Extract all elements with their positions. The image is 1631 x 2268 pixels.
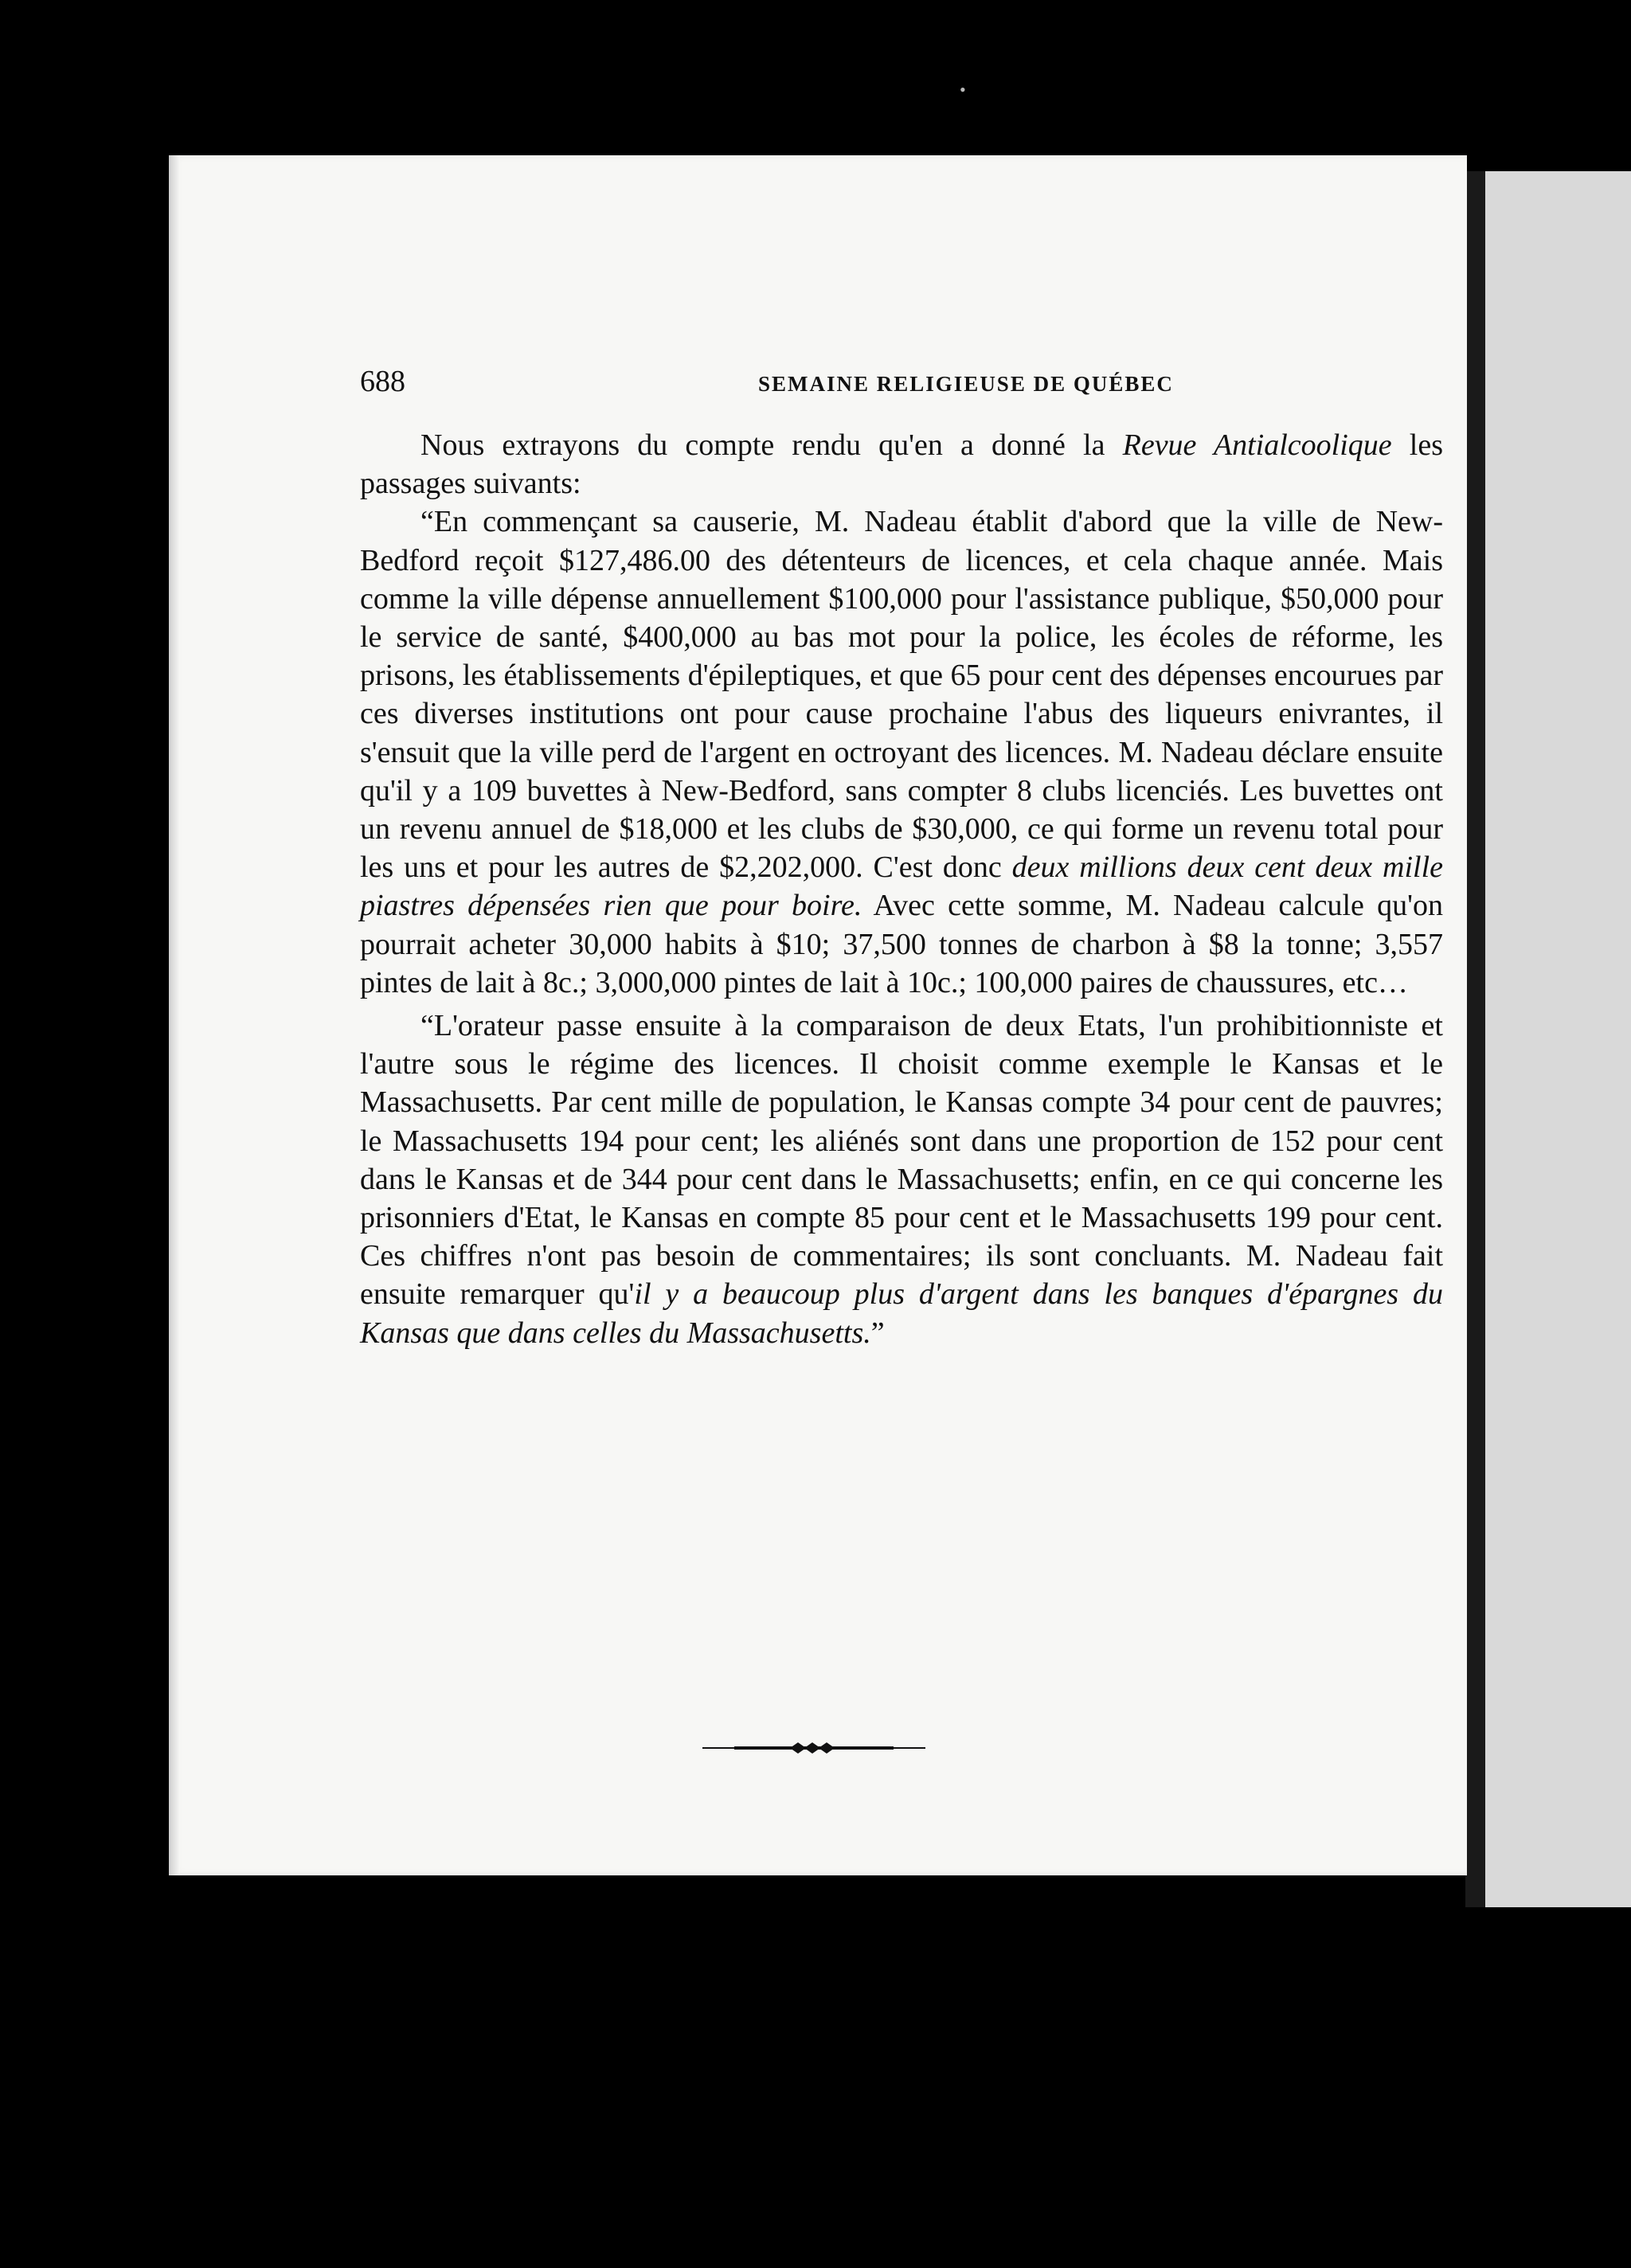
paragraph-quote-2 — [360, 1007, 1443, 1352]
text-run: ” — [870, 1316, 885, 1350]
tailpiece-ornament-icon — [702, 1736, 925, 1760]
book-page — [169, 155, 1467, 1875]
italic-run: Revue Antialcoolique — [1122, 428, 1392, 462]
page-number: 688 — [360, 365, 405, 398]
text-run: Nous extrayons du compte rendu qu'en a donné la — [420, 428, 1123, 462]
paragraph-quote-1 — [360, 502, 1443, 1002]
text-run: Avec cette somme, M. Nadeau calcule qu'on pourrait acheter 30,000 habits à $10; 37,500 tonnes de charbon à $8 la tonne; 3,557 pintes de lait à 8c.; 3,000,000 pintes de lait à 10c.; 100,000 paires de chaussures, etc… — [360, 889, 1443, 999]
italic-run: il y a beaucoup plus d'argent dans les banques d'épargnes du Kansas que dans celles du Massachusetts. — [360, 1277, 1443, 1350]
paragraph-intro — [360, 426, 1443, 502]
text-run: “En commençant sa causerie, M. Nadeau établit d'abord que la ville de New-Bedford reçoit $127,486.00 des détenteurs de licences, et cela chaque année. Mais comme la ville dépense annuellement $100,000 pour l'assistance publique, $50,000 pour le service de santé, $400,000 au bas mot pour la police, les écoles de réforme, les prisons, les établissements d'épileptiques, et que 65 pour cent des dépenses encourues par ces diverses institutions ont pour cause prochaine l'abus des liqueurs enivrantes, il s'ensuit que la ville perd de l'argent en octroyant des licences. M. Nadeau déclare ensuite qu'il y a 109 buvettes à New-Bedford, sans compter 8 clubs licenciés. Les buvettes ont un revenu annuel de $18,000 et les clubs de $30,000, ce qui forme un revenu total pour les uns et pour les autres de $2,202,000. C'est donc — [360, 505, 1443, 885]
body-text — [360, 426, 1443, 1352]
text-run: “L'orateur passe ensuite à la comparaison de deux Etats, l'un prohibitionniste et l'autre sous le régime des licences. Il choisit comme exemple le Kansas et le Massachusetts. Par cent mille de population, le Kansas compte 34 pour cent de pauvres; le Massachusetts 194 pour cent; les aliénés sont dans une proportion de 152 pour cent dans le Kansas et de 344 pour cent dans le Massachusetts; enfin, en ce qui concerne les prisonniers d'Etat, le Kansas en compte 85 pour cent et le Massachusetts 199 pour cent. Ces chiffres n'ont pas besoin de commentaires; ils sont concluants. M. Nadeau fait ensuite remarquer qu' — [360, 1009, 1443, 1312]
italic-run: deux millions deux cent deux mille piastres dépensées rien que pour boire. — [360, 850, 1443, 923]
running-head — [360, 364, 1443, 404]
adjacent-page-edge — [1465, 171, 1488, 1907]
running-title: SEMAINE RELIGIEUSE DE QUÉBEC — [758, 372, 1174, 396]
scan-speck: • — [960, 80, 966, 100]
adjacent-page — [1485, 171, 1631, 1907]
text-run: les passages suivants: — [360, 428, 1443, 501]
